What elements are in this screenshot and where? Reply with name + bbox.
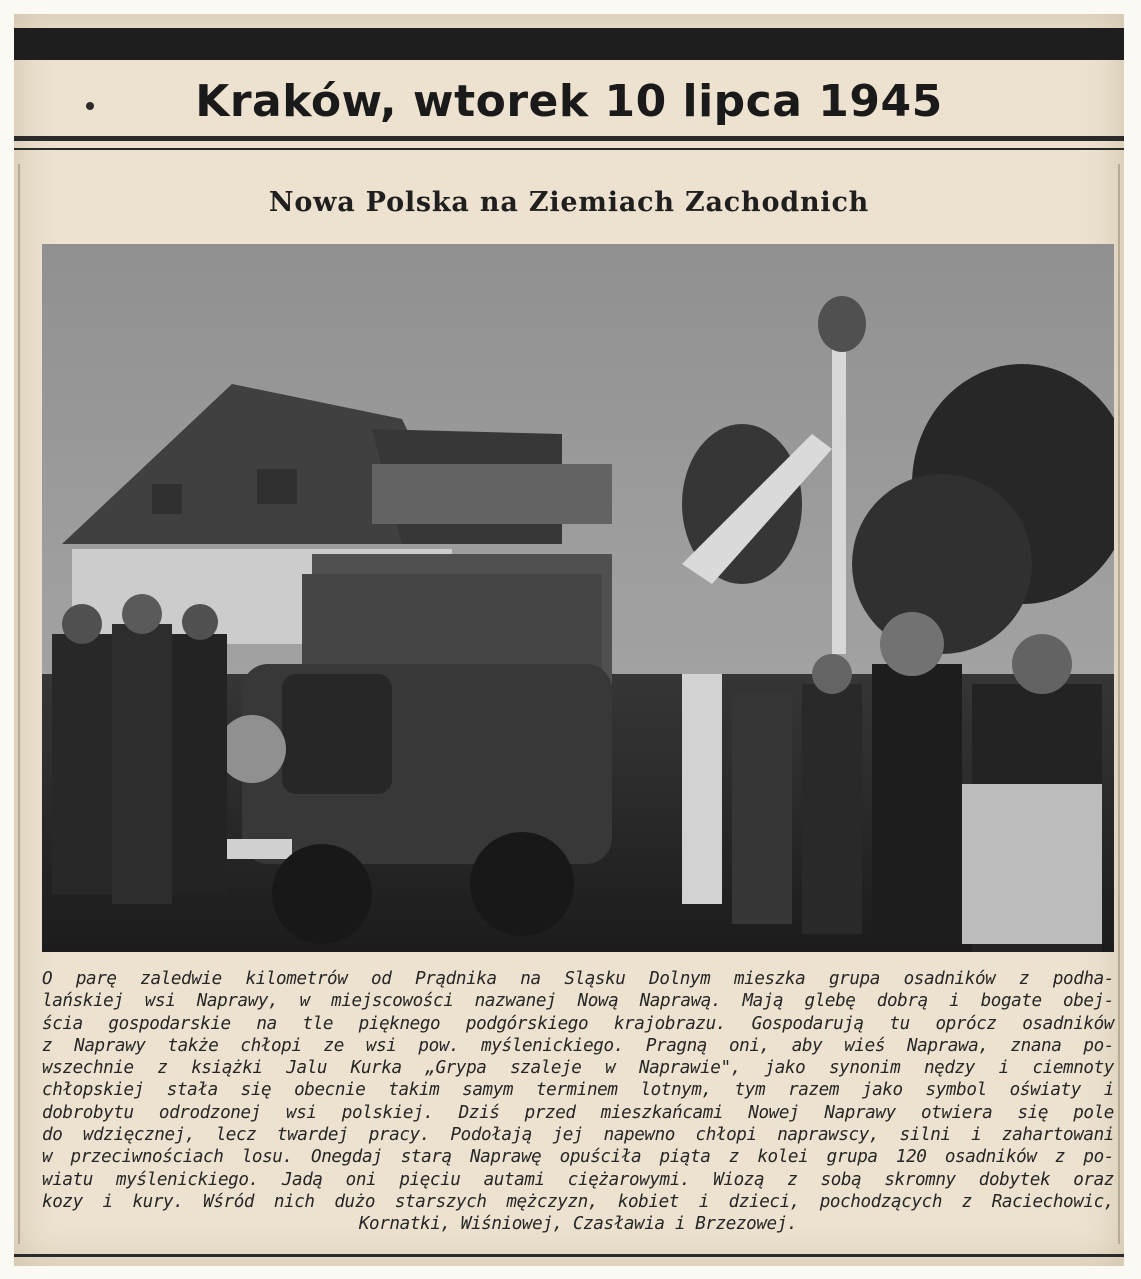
column-rule-right (1118, 164, 1120, 1244)
caption-line: lańskiej wsi Naprawy, w miejscowości nazwanej Nową Naprawą. Mają glebę dobrą i bogate obej- (42, 991, 1114, 1012)
newspaper-clipping (14, 14, 1124, 1266)
settlers-truck-photo (42, 244, 1114, 952)
masthead-bottom-rule (14, 136, 1124, 141)
caption-line: kozy i kury. Wśród nich dużo starszych mężczyzn, kobiet i dzieci, pochodzących z Raciechowic, (42, 1191, 1114, 1212)
caption-line: O parę zaledwie kilometrów od Prądnika na Sląsku Dolnym mieszka grupa osadników z podha- (42, 969, 1114, 989)
masthead-dateline: Kraków, wtorek 10 lipca 1945 (195, 76, 943, 127)
caption-line: dobrobytu odrodzonej wsi polskiej. Dziś przed mieszkańcami Nowej Naprawy otwiera się pole (42, 1102, 1114, 1123)
masthead-bottom-rule-thin (14, 148, 1124, 150)
caption-line: wiatu myślenickiego. Jadą oni pięciu autami ciężarowymi. Wiozą z sobą skromny dobytek oraz (42, 1169, 1114, 1190)
caption-line: ścia gospodarskie na tle pięknego podgórskiego krajobrazu. Gospodarują tu oprócz osadników (42, 1013, 1114, 1034)
photo-caption (42, 968, 1114, 1236)
masthead-top-rule (14, 28, 1124, 60)
caption-line: w przeciwnościach losu. Onegdaj starą Naprawę opuściła piąta z kolei grupa 120 osadników z po- (42, 1147, 1114, 1168)
article-photo (42, 244, 1114, 952)
caption-line: chłopskiej stała się obecnie takim samym terminem lotnym, tym razem jako symbol oświaty i (42, 1080, 1114, 1101)
column-rule-left (18, 164, 20, 1244)
article-headline: Nowa Polska na Ziemiach Zachodnich (268, 187, 870, 218)
caption-line: z Naprawy także chłopi ze wsi pow. myślenickiego. Pragną oni, aby wieś Naprawa, znana po- (42, 1035, 1114, 1056)
caption-line: do wdzięcznej, lecz twardej pracy. Podołają jej napewno chłopi naprawscy, silni i zahartowani (42, 1125, 1114, 1146)
caption-line: wszechnie z książki Jalu Kurka „Grypa szaleje w Naprawie", jako synonim nędzy i ciemnoty (42, 1058, 1114, 1079)
photo-grain (42, 244, 1114, 952)
caption-line: Kornatki, Wiśniowej, Czasławia i Brzezowej. (358, 1214, 798, 1235)
bottom-rule (14, 1254, 1124, 1257)
